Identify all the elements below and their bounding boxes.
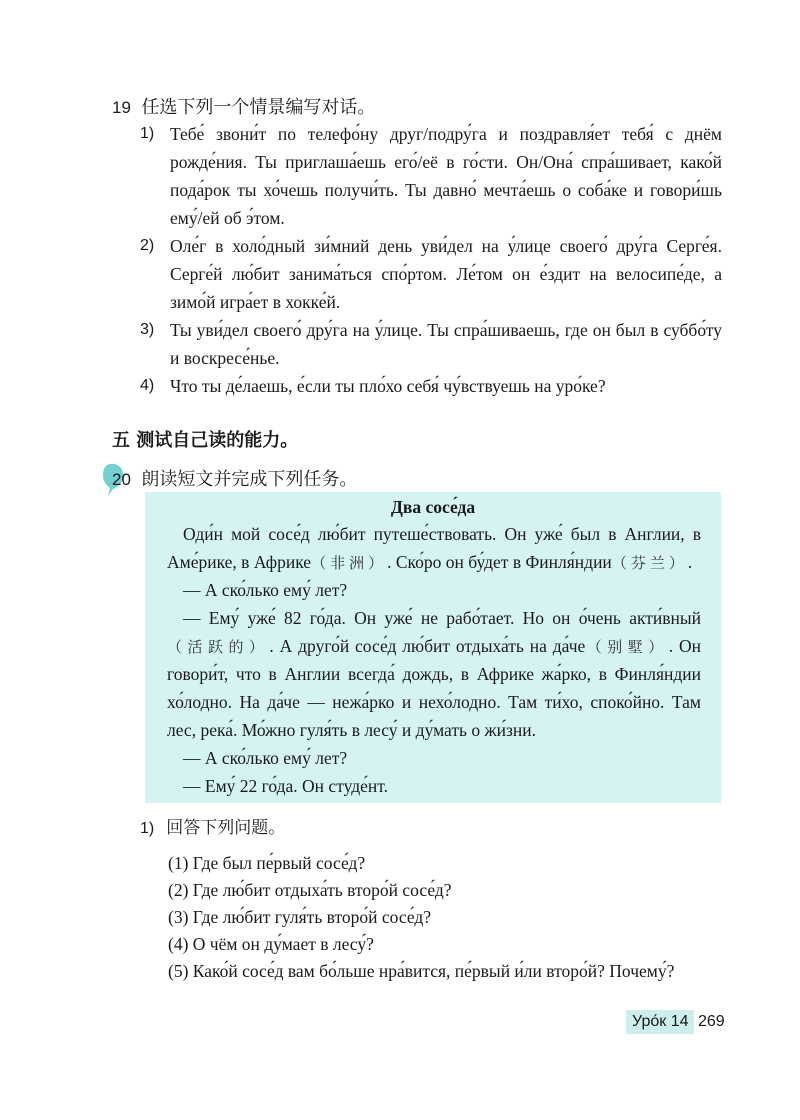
reading-title: Два сосе́да [390, 497, 476, 517]
reading-line: хо́лодно. На да́че — нежа́рко и нехо́лодно. Там ти́хо, споко́йно. Там [167, 692, 701, 712]
page-number: 269 [698, 1013, 725, 1030]
chinese-gloss: （别墅） [585, 638, 669, 656]
exercise-20-heading [112, 466, 357, 493]
exercise-number: 19 [112, 98, 131, 117]
reading-line: лес, река́. Мо́жно гуля́ть в лесу́ и ду́мать о жи́зни. [167, 720, 536, 740]
reading-line: — А ско́лько ему́ лет? [183, 748, 348, 768]
chinese-gloss: （非洲） [311, 554, 388, 572]
reading-line: — Ему́ 22 го́да. Он студе́нт. [183, 776, 389, 796]
question-item: (1) Где был пе́рвый сосе́д? [168, 853, 366, 873]
reading-line: — А ско́лько ему́ лет? [183, 580, 348, 600]
reading-line: Оди́н мой сосе́д лю́бит путеше́ствовать. Он уже́ был в Англии, в [183, 524, 701, 544]
chinese-gloss: （活跃的） [167, 638, 270, 656]
exercise-19-heading [112, 94, 375, 121]
exercise-instruction: 任选下列一个情景编写对话。 [141, 97, 376, 117]
question-item: (5) Како́й сосе́д вам бо́льше нра́вится, пе́рвый и́ли второ́й? Почему́? [168, 961, 675, 981]
reading-text-box [145, 492, 721, 803]
item-text: Ты уви́дел своего́ дру́га на у́лице. Ты спра́шиваешь, где он был в суббо́ту и воскресе́нье. [170, 320, 722, 368]
list-item [140, 372, 722, 400]
question-item: (4) О чём он ду́мает в лесу́? [168, 934, 374, 954]
item-number: 4) [140, 377, 155, 394]
list-item [140, 232, 722, 316]
task-text: 回答下列问题。 [166, 818, 286, 837]
item-text: Тебе́ звони́т по телефо́ну друг/подру́га и поздравля́ет тебя́ с днём рожде́ния. Ты приглаша́ешь его́/её в го́сти. Он/Она́ спра́шивает, како́й пода́рок ты хо́чешь получи́ть. Ты давно́ мечта́ешь о соба́ке и говори́шь ему́/ей об э́том. [170, 124, 722, 228]
exercise-number: 20 [112, 470, 131, 489]
question-item: (3) Где лю́бит гуля́ть второ́й сосе́д? [168, 907, 432, 927]
item-number: 2) [140, 237, 155, 254]
task-heading [140, 814, 285, 843]
reading-line: — Ему́ уже́ 82 го́да. Он уже́ не рабо́тает. Но он о́чень акти́вный [183, 608, 701, 628]
question-item: (2) Где лю́бит отдыха́ть второ́й сосе́д? [168, 880, 452, 900]
chinese-gloss: （芬兰） [611, 554, 688, 572]
lesson-label: Уро́к 14 [626, 1010, 694, 1034]
item-number: 1) [140, 125, 155, 142]
list-item [140, 316, 722, 372]
item-number: 3) [140, 321, 155, 338]
section-heading: 五 测试自己读的能力。 [112, 430, 299, 451]
exercise-instruction: 朗读短文并完成下列任务。 [141, 469, 358, 489]
list-item [140, 120, 722, 232]
reading-line: Аме́рике, в Африке（非洲）. Ско́ро он бу́дет в Финля́ндии（芬兰）. [167, 552, 693, 572]
reading-line: （活跃的）. А друго́й сосе́д лю́бит отдыха́ть на да́че（别墅）. Он [167, 636, 701, 656]
task-number: 1) [140, 820, 155, 837]
item-text: Что ты де́лаешь, е́сли ты пло́хо себя́ чу́вствуешь на уро́ке? [170, 376, 606, 396]
item-text: Оле́г в холо́дный зи́мний день уви́дел на у́лице своего́ дру́га Серге́я. Серге́й лю́бит занима́ться спо́ртом. Ле́том он е́здит на велосипе́де, а зимо́й игра́ет в хокке́й. [170, 236, 722, 312]
reading-line: говори́т, что в Англии всегда́ дождь, в Африке жа́рко, в Финля́ндии [167, 664, 701, 684]
